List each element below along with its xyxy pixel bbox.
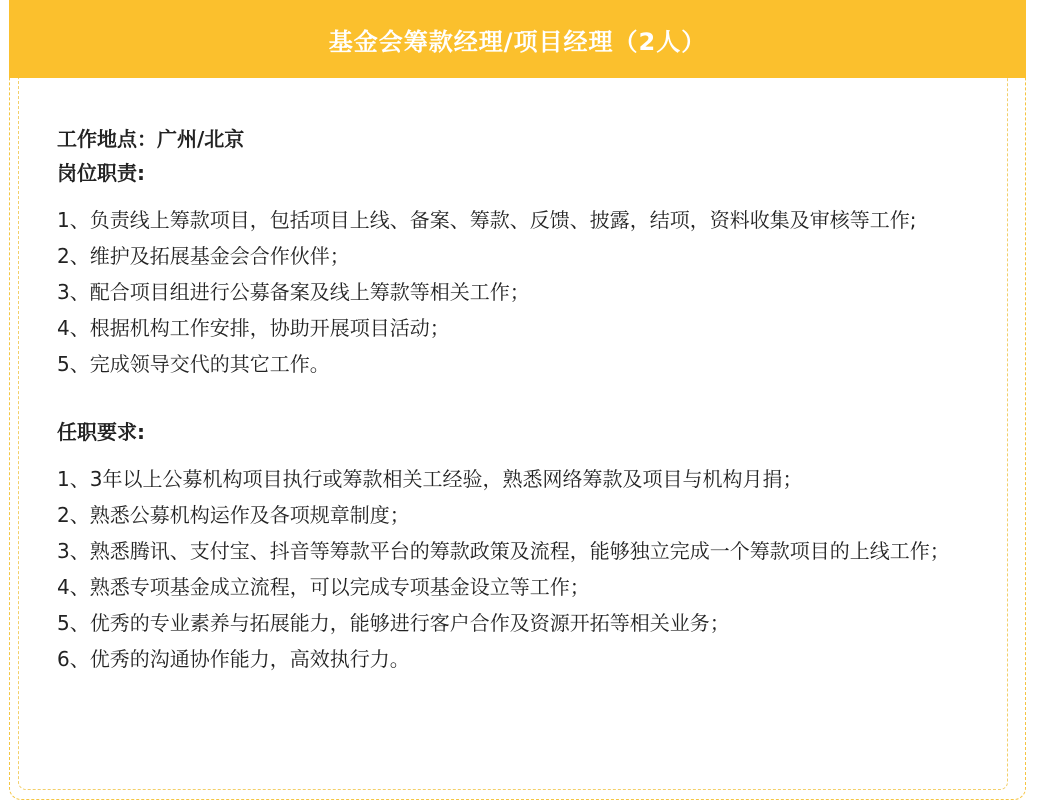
job-header — [9, 0, 1026, 78]
section-spacer — [57, 382, 997, 415]
work-location: 工作地点：广州/北京 — [57, 127, 245, 151]
list-item: 4、根据机构工作安排，协助开展项目活动； — [57, 316, 450, 340]
requirements-list — [57, 461, 997, 677]
list-item: 5、完成领导交代的其它工作。 — [57, 352, 330, 376]
list-item: 2、维护及拓展基金会合作伙伴； — [57, 244, 350, 268]
list-item: 1、负责线上筹款项目，包括项目上线、备案、筹款、反馈、披露，结项，资料收集及审核等工作; — [57, 208, 917, 232]
list-item: 4、熟悉专项基金成立流程，可以完成专项基金设立等工作； — [57, 575, 590, 599]
job-title: 基金会筹款经理/项目经理（2人） — [328, 27, 707, 56]
job-content — [57, 118, 997, 677]
duties-heading: 岗位职责: — [57, 161, 145, 185]
list-item: 5、优秀的专业素养与拓展能力，能够进行客户合作及资源开拓等相关业务； — [57, 611, 730, 635]
list-item: 3、配合项目组进行公募备案及线上筹款等相关工作； — [57, 280, 530, 304]
requirements-heading: 任职要求: — [57, 420, 145, 444]
list-item: 3、熟悉腾讯、支付宝、抖音等筹款平台的筹款政策及流程，能够独立完成一个筹款项目的上线工作； — [57, 539, 950, 563]
list-item: 6、优秀的沟通协作能力，高效执行力。 — [57, 647, 410, 671]
duties-list — [57, 202, 997, 382]
list-item: 1、3年以上公募机构项目执行或筹款相关工经验，熟悉网络筹款及项目与机构月捐； — [57, 467, 803, 491]
list-item: 2、熟悉公募机构运作及各项规章制度； — [57, 503, 410, 527]
